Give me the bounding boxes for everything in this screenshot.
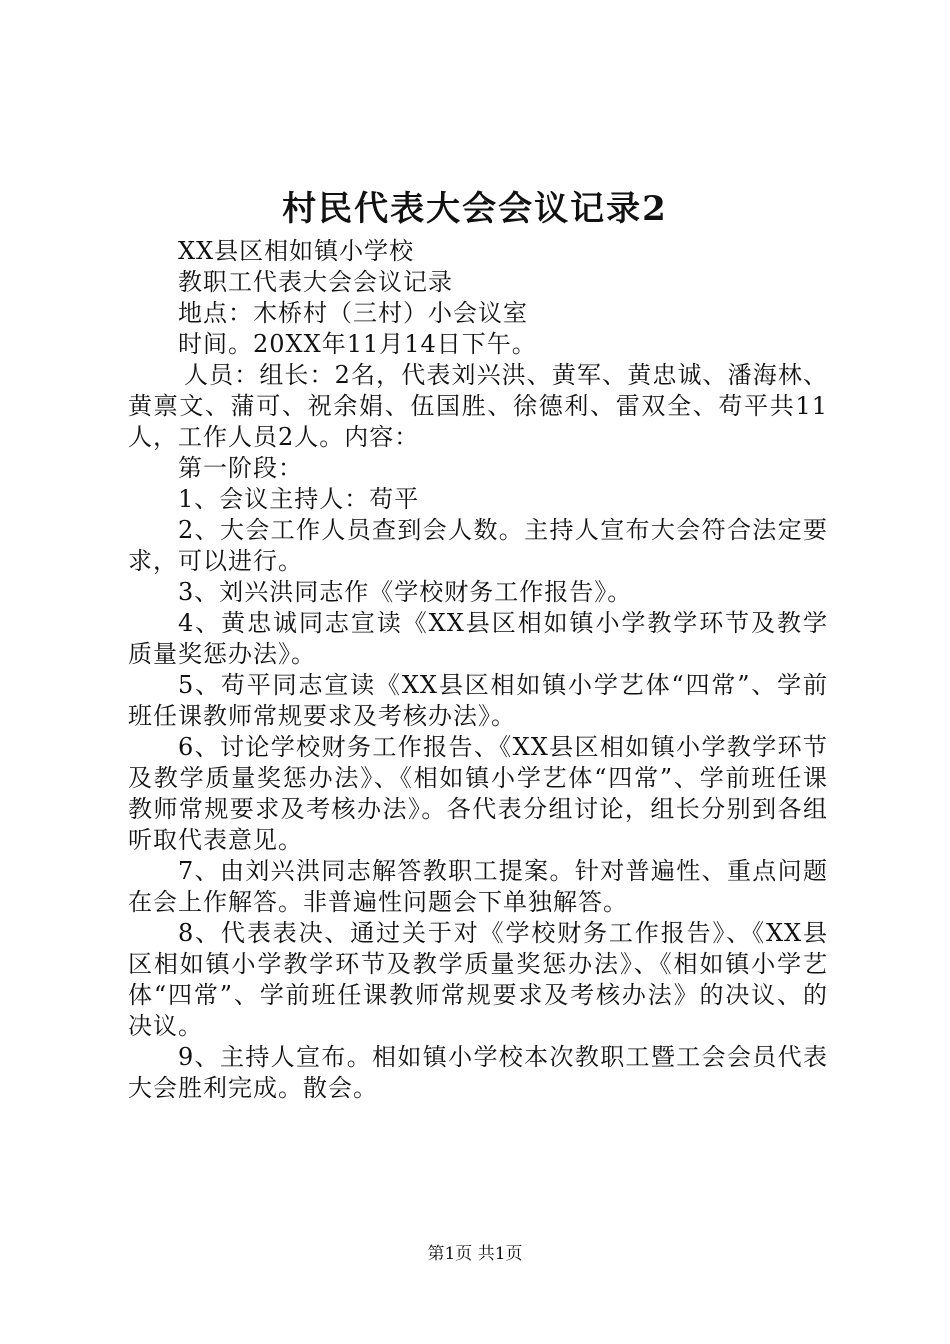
paragraph-stage-one: 第一阶段： (178, 454, 303, 482)
paragraph-attendees: 人员：组长：2名，代表刘兴洪、黄军、黄忠诚、潘海林、黄禀文、蒲可、祝余娟、伍国胜、徐德利、雷双全、苟平共11人，工作人员2人。内容： (128, 361, 828, 451)
document-title: 村民代表大会会议记录2 (282, 189, 668, 229)
paragraph-item-3: 3、刘兴洪同志作《学校财务工作报告》。 (178, 578, 633, 606)
paragraph-item-1: 1、会议主持人：苟平 (178, 485, 420, 513)
page-footer: 第1页 共1页 (427, 1244, 523, 1264)
paragraph-school-name: XX县区相如镇小学校 (178, 237, 415, 265)
paragraph-item-2: 2、大会工作人员查到会人数。主持人宣布大会符合法定要求，可以进行。 (128, 516, 828, 575)
paragraph-item-8: 8、代表表决、通过关于对《学校财务工作报告》、《XX县区相如镇小学教学环节及教学质量奖惩办法》、《相如镇小学艺体“四常”、学前班任课教师常规要求及考核办法》的决议、的决议。 (128, 919, 828, 1040)
document-body (128, 236, 828, 1104)
paragraph-item-6: 6、讨论学校财务工作报告、《XX县区相如镇小学教学环节及教学质量奖惩办法》、《相如镇小学艺体“四常”、学前班任课教师常规要求及考核办法》。各代表分组讨论，组长分别到各组听取代表意见。 (128, 733, 828, 854)
paragraph-item-5: 5、苟平同志宣读《XX县区相如镇小学艺体“四常”、学前班任课教师常规要求及考核办法》。 (128, 671, 828, 730)
paragraph-location: 地点：木桥村（三村）小会议室 (178, 299, 528, 327)
paragraph-item-9: 9、主持人宣布。相如镇小学校本次教职工暨工会会员代表大会胜利完成。散会。 (128, 1043, 828, 1102)
paragraph-meeting-name: 教职工代表大会会议记录 (178, 268, 453, 296)
paragraph-item-4: 4、黄忠诚同志宣读《XX县区相如镇小学教学环节及教学质量奖惩办法》。 (128, 609, 828, 668)
paragraph-item-7: 7、由刘兴洪同志解答教职工提案。针对普遍性、重点问题在会上作解答。非普遍性问题会下单独解答。 (128, 857, 828, 916)
paragraph-time: 时间。20XX年11月14日下午。 (178, 330, 537, 358)
